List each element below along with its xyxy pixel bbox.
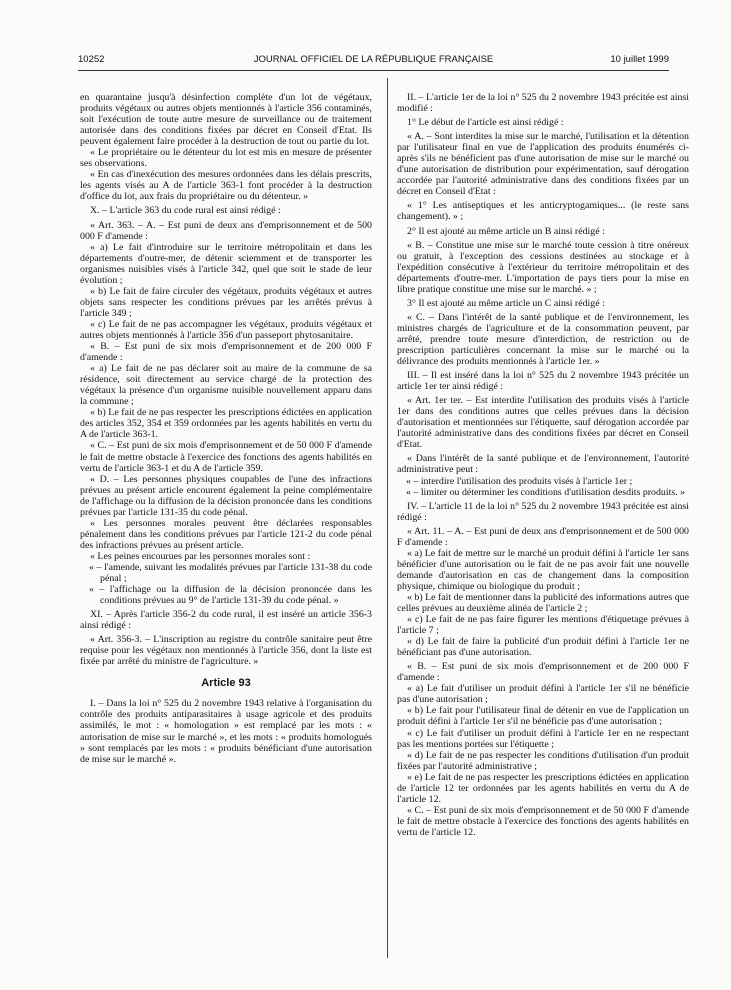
paragraph: « Art. 356-3. – L'inscription au registre du contrôle sanitaire peut être requise pour les végétaux non mentionnés à l'article 356, dont la liste est fixée par arrêté du ministre de l'agriculture. »: [80, 634, 372, 668]
paragraph: « B. – Est puni de six mois d'emprisonnement et de 200 000 F d'amende :: [80, 341, 372, 364]
paragraph: « e) Le fait de ne pas respecter les prescriptions édictées en application de l'article 12 ter ordonnées par les agents habilités en vertu du A de l'article 12.: [397, 771, 689, 805]
paragraph: « a) Le fait de mettre sur le marché un produit défini à l'article 1er sans bénéficier d'une autorisation ou le fait de ne pas avoir fait une nouvelle demande d'autorisation en cas de changement dans la composition physique, chimique ou biologique du produit ;: [397, 547, 689, 592]
page-header: [78, 52, 669, 68]
paragraph: « a) Le fait d'introduire sur le territoire métropolitain et dans les départements d'outre-mer, de détenir sciemment et de transporter les organismes nuisibles visés à l'article 342, quel que soit le stade de leur évolution ;: [80, 241, 372, 286]
paragraph: « d) Le fait de ne pas respecter les conditions d'utilisation d'un produit fixées par l'autorité administrative ;: [397, 749, 689, 772]
paragraph: « Art. 11. – A. – Est puni de deux ans d'emprisonnement et de 500 000 F d'amende :: [397, 525, 689, 548]
article-heading: Article 93: [201, 677, 251, 690]
paragraph: « c) Le fait d'utiliser un produit défini à l'article 1er en ne respectant pas les mentions portées sur l'étiquette ;: [397, 727, 689, 750]
list-item: « – l'affichage ou la diffusion de la décision prononcée dans les conditions prévues au 9° de l'article 131-39 du code pénal. »: [89, 584, 372, 607]
paragraph: II. – L'article 1er de la loi n° 525 du 2 novembre 1943 précitée est ainsi modifié :: [397, 92, 689, 115]
paragraph: « C. – Est puni de six mois d'emprisonnement et de 50 000 F d'amende le fait de mettre obstacle à l'exercice des fonctions des agents habilités en vertu de l'article 12.: [397, 804, 689, 838]
paragraph: « Les peines encourues par les personnes morales sont :: [90, 550, 311, 562]
paragraph: « b) Le fait de ne pas respecter les prescriptions édictées en application des articles 352, 354 et 359 ordonnées par les agents habilités en vertu du A de l'article 363-1.: [80, 407, 372, 441]
paragraph: « En cas d'inexécution des mesures ordonnées dans les délais prescrits, les agents visés au A de l'article 363-1 font procéder à la destruction d'office du lot, aux frais du propriétaire ou du détenteur. »: [80, 169, 372, 203]
paragraph: « Les personnes morales peuvent être déclarées responsables pénalement dans les conditions prévues par l'article 121-2 du code pénal des infractions prévues au présent article.: [80, 517, 372, 551]
paragraph: « b) Le fait de faire circuler des végétaux, produits végétaux et autres objets sans respecter les conditions prévues par les arrêtés prévus à l'article 349 ;: [80, 285, 372, 319]
paragraph: « b) Le fait pour l'utilisateur final de détenir en vue de l'application un produit défini à l'article 1er s'il ne bénéficie pas d'une autorisation ;: [397, 705, 689, 728]
paragraph: « b) Le fait de mentionner dans la publicité des informations autres que celles prévues au deuxième alinéa de l'article 2 ;: [397, 591, 689, 615]
page-number: 10252: [78, 54, 105, 65]
paragraph: III. – Il est inséré dans la loi n° 525 du 2 novembre 1943 précitée un article 1er ter ainsi rédigé :: [397, 370, 689, 393]
paragraph: « a) Le fait d'utiliser un produit défini à l'article 1er s'il ne bénéficie pas d'une autorisation ;: [397, 683, 689, 706]
paragraph: I. – Dans la loi n° 525 du 2 novembre 1943 relative à l'organisation du contrôle des produits antiparasitaires à usage agricole et des produits assimilés, le mot : « homologation » est remplacé par les mots : « autorisation de mise sur le marché », et les mots : « produits homologués » sont remplacés par les mots : « produits bénéficiant d'une autorisation de mise sur le marché ».: [80, 698, 372, 765]
journal-title: JOURNAL OFFICIEL DE LA RÉPUBLIQUE FRANÇAISE: [253, 54, 494, 65]
paragraph: « Art. 1er ter. – Est interdite l'utilisation des produits visés à l'article 1er dans des conditions autres que celles prévues dans la décision d'autorisation et mentionnées sur l'étiquette, sauf dérogation accordée par l'autorité administrative dans des conditions fixées par décret en Conseil d'Etat.: [397, 395, 689, 451]
list-item: « – limiter ou déterminer les conditions d'utilisation desdits produits. »: [406, 486, 686, 498]
list-item: « – interdire l'utilisation des produits visés à l'article 1er ;: [406, 475, 633, 487]
paragraph: « Le propriétaire ou le détenteur du lot est mis en mesure de présenter ses observations.: [80, 147, 372, 170]
paragraph: X. – L'article 363 du code rural est ainsi rédigé :: [90, 205, 281, 217]
paragraph: « a) Le fait de ne pas déclarer soit au maire de la commune de sa résidence, soit directement au service chargé de la protection des végétaux la présence d'un organisme nuisible nouvellement apparu dans la commune ;: [80, 363, 372, 408]
paragraph: IV. – L'article 11 de la loi n° 525 du 2 novembre 1943 précitée est ainsi rédigé :: [397, 500, 689, 523]
column-divider: [387, 78, 388, 958]
paragraph: 2° Il est ajouté au même article un B ainsi rédigé :: [407, 225, 605, 237]
right-column: [397, 92, 689, 962]
list-item: « – l'amende, suivant les modalités prévues par l'article 131-38 du code pénal ;: [89, 561, 372, 585]
paragraph: « B. – Est puni de six mois d'emprisonnement et de 200 000 F d'amende :: [397, 661, 689, 684]
paragraph: « D. – Les personnes physiques coupables de l'une des infractions prévues au présent article encourent également la peine complémentaire de l'affichage ou la diffusion de la décision prononcée dans les conditions prévues par l'article 131-35 du code pénal.: [80, 473, 372, 518]
header-rule: [78, 70, 669, 71]
paragraph: 3° Il est ajouté au même article un C ainsi rédigé :: [407, 297, 605, 309]
paragraph: « Art. 363. – A. – Est puni de deux ans d'emprisonnement et de 500 000 F d'amende :: [80, 219, 372, 242]
paragraph: 1° Le début de l'article est ainsi rédigé :: [407, 117, 564, 129]
left-column: [80, 92, 372, 962]
paragraph: « B. – Constitue une mise sur le marché toute cession à titre onéreux ou gratuit, à l'exception des cessions destinées au stockage et à l'expédition consécutive à l'extérieur du territoire métropolitain et des départements d'outre-mer. L'importation de pays tiers pour la mise en libre pratique constitue une mise sur le marché. » ;: [397, 239, 689, 295]
paragraph: « C. – Dans l'intérêt de la santé publique et de l'environnement, les ministres chargés de l'agriculture et de la consommation peuvent, par arrêté, prendre toute mesure d'interdiction, de restriction ou de prescription particulières concernant la mise sur le marché ou la délivrance des produits mentionnés à l'article 1er. »: [397, 311, 689, 368]
paragraph: « A. – Sont interdites la mise sur le marché, l'utilisation et la détention par l'utilisateur final en vue de l'application des produits énumérés ci-après s'ils ne bénéficient pas d'une autorisation de mise sur le marché ou d'une autorisation de distribution pour expérimentation, sauf dérogation accordée par l'autorité administrative dans des conditions fixées par un décret en Conseil d'Etat :: [397, 131, 689, 198]
paragraph: « c) Le fait de ne pas faire figurer les mentions d'étiquetage prévues à l'article 7 ;: [397, 614, 689, 637]
paragraph: « d) Le fait de faire la publicité d'un produit défini à l'article 1er ne bénéficiant pas d'une autorisation.: [397, 636, 689, 659]
paragraph: en quarantaine jusqu'à désinfection complète d'un lot de végétaux, produits végétaux ou autres objets mentionnés à l'article 356 contaminés, soit l'exécution de toute autre mesure de surveillance ou de traitement autorisée dans des conditions fixées par décret en Conseil d'Etat. Ils peuvent également faire procéder à la destruction de tout ou partie du lot.: [80, 92, 372, 148]
paragraph: « c) Le fait de ne pas accompagner les végétaux, produits végétaux et autres objets mentionnés à l'article 356 d'un passeport phytosanitaire.: [80, 318, 372, 341]
paragraph: « 1° Les antiseptiques et les anticryptogamiques... (le reste sans changement). » ;: [397, 200, 689, 223]
paragraph: « Dans l'intérêt de la santé publique et de l'environnement, l'autorité administrative peut :: [397, 453, 689, 476]
publication-date: 10 juillet 1999: [610, 54, 669, 65]
paragraph: XI. – Après l'article 356-2 du code rural, il est inséré un article 356-3 ainsi rédigé :: [80, 609, 372, 632]
paragraph: « C. – Est puni de six mois d'emprisonnement et de 50 000 F d'amende le fait de mettre obstacle à l'exercice des fonctions des agents habilités en vertu de l'article 363-1 et du A de l'article 359.: [80, 440, 372, 474]
